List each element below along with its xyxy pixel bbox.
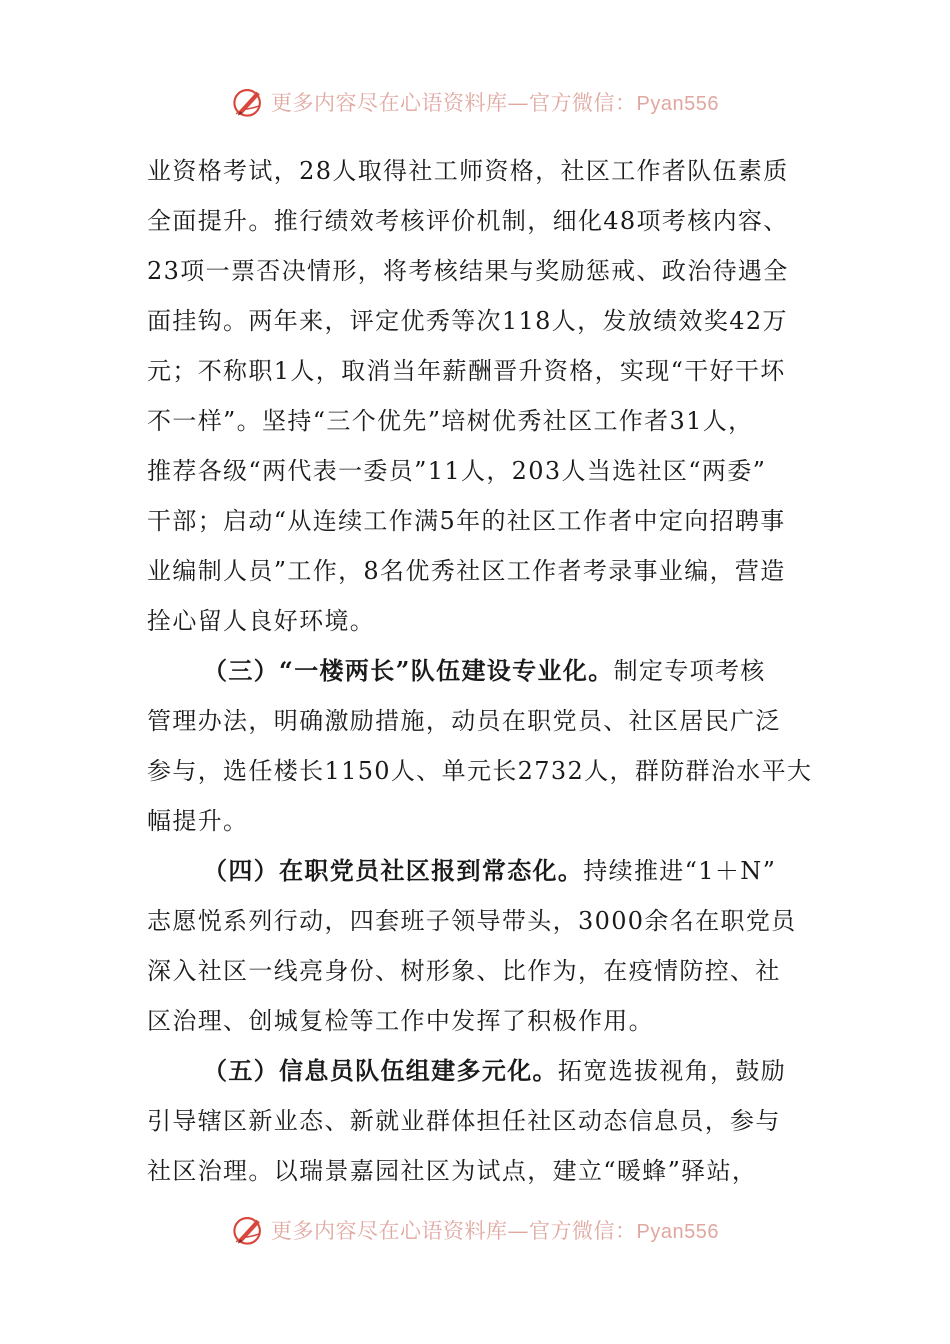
section-heading: （五）信息员队伍组建多元化。 [203, 1056, 558, 1085]
text-line: 业资格考试，28人取得社工师资格，社区工作者队伍素质 [147, 157, 789, 185]
footer-watermark [0, 1210, 950, 1250]
text-line: 全面提升。推行绩效考核评价机制，细化48项考核内容、 [147, 207, 789, 235]
text-line: 幅提升。 [147, 807, 249, 835]
watermark-text: 更多内容尽在心语资料库—官方微信：Pyan556 [271, 91, 719, 115]
text-run: 制定专项考核 [613, 657, 766, 685]
text-line: 业编制人员”工作，8名优秀社区工作者考录事业编，营造 [147, 557, 786, 585]
section-three [147, 646, 813, 846]
section-first-line [147, 646, 807, 696]
text-line: 干部；启动“从连续工作满5年的社区工作者中定向招聘事 [147, 507, 786, 535]
text-line: 社区治理。以瑞景嘉园社区为试点，建立“暖蜂”驿站， [147, 1157, 758, 1185]
text-line: 23项一票否决情形，将考核结果与奖励惩戒、政治待遇全 [147, 257, 789, 285]
text-line: 管理办法，明确激励措施，动员在职党员、社区居民广泛 [147, 707, 781, 735]
section-first-line [147, 1046, 807, 1096]
watermark-text: 更多内容尽在心语资料库—官方微信：Pyan556 [271, 1219, 719, 1243]
text-line: 拴心留人良好环境。 [147, 607, 376, 635]
text-line: 区治理、创城复检等工作中发挥了积极作用。 [147, 1007, 654, 1035]
section-five [147, 1046, 807, 1196]
document-body [147, 146, 813, 1196]
text-line: 深入社区一线亮身份、树形象、比作为，在疫情防控、社 [147, 957, 781, 985]
pen-logo-icon [231, 85, 265, 119]
text-line: 不一样”。坚持“三个优先”培树优秀社区工作者31人， [147, 407, 754, 435]
text-line: 参与，选任楼长1150人、单元长2732人，群防群治水平大 [147, 757, 813, 785]
header-watermark [0, 82, 950, 122]
section-heading: （四）在职党员社区报到常态化。 [203, 856, 584, 885]
section-heading: （三）“一楼两长”队伍建设专业化。 [203, 656, 614, 685]
text-run: 持续推进“1＋N” [583, 857, 777, 885]
text-line: 引导辖区新业态、新就业群体担任社区动态信息员，参与 [147, 1107, 781, 1135]
text-line: 面挂钩。两年来，评定优秀等次118人，发放绩效奖42万 [147, 307, 788, 335]
section-four [147, 846, 807, 1046]
text-line: 推荐各级“两代表一委员”11人，203人当选社区“两委” [147, 457, 767, 485]
text-line: 元；不称职1人，取消当年薪酬晋升资格，实现“干好干坏 [147, 357, 786, 385]
text-run: 拓宽选拔视角，鼓励 [557, 1057, 787, 1085]
pen-logo-icon [231, 1213, 265, 1247]
section-first-line [147, 846, 807, 896]
paragraph-continued [147, 146, 807, 646]
text-line: 志愿悦系列行动，四套班子领导带头，3000余名在职党员 [147, 907, 797, 935]
